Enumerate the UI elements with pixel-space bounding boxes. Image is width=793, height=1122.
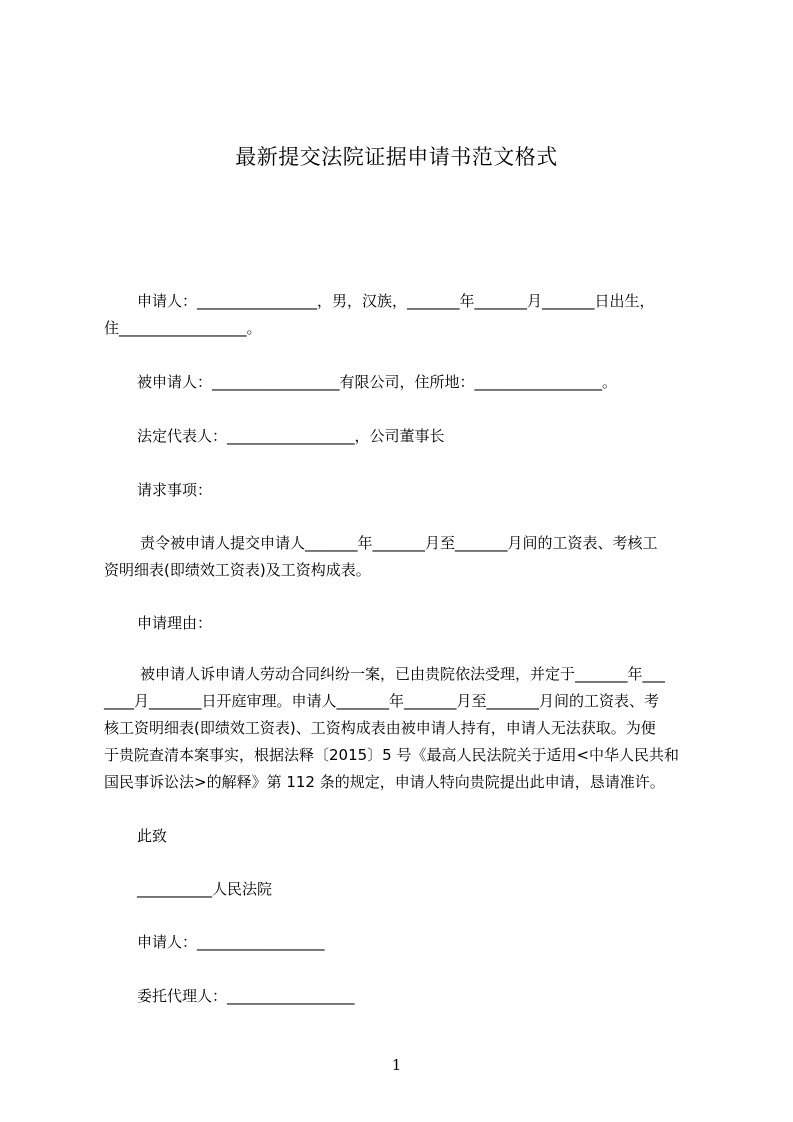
legal-representative-line: 法定代表人：_________________，公司董事长 [137, 427, 445, 445]
reason-heading: 申请理由： [137, 614, 213, 632]
reason-line-3: 核工资明细表(即绩效工资表)、工资构成表由被申请人持有，申请人无法获取。为便 [104, 719, 656, 737]
request-heading: 请求事项： [137, 481, 213, 499]
applicant-line-2: 住_________________。 [104, 319, 262, 337]
reason-line-4: 于贵院查清本案事实，根据法释〔2015〕5 号《最高人民法院关于适用<中华人民共和 [104, 746, 680, 764]
signature-agent: 委托代理人：_________________ [137, 987, 355, 1005]
signature-applicant: 申请人：_________________ [137, 933, 325, 951]
reason-line-5: 国民事诉讼法>的解释》第 112 条的规定，申请人特向贵院提出此申请，恳请准许。 [104, 773, 665, 791]
applicant-line-1: 申请人：________________，男，汉族，_______年_______月_______日出生， [137, 292, 655, 310]
closing-salutation: 此致 [137, 827, 168, 845]
request-line-1: 责令被申请人提交申请人_______年_______月至_______月间的工资表、考核工 [140, 534, 658, 552]
page-number: 1 [391, 1056, 402, 1074]
document-title: 最新提交法院证据申请书范文格式 [235, 145, 558, 169]
request-line-2: 资明细表(即绩效工资表)及工资构成表。 [104, 561, 371, 579]
respondent-line: 被申请人：_________________有限公司，住所地：_________________。 [137, 373, 618, 391]
reason-line-1: 被申请人诉申请人劳动合同纠纷一案，已由贵院依法受理，并定于_______年___ [140, 665, 666, 683]
reason-line-2: ____月_______日开庭审理。申请人_______年_______月至_______月间的工资表、考 [104, 692, 660, 710]
court-line: __________人民法院 [137, 880, 273, 898]
